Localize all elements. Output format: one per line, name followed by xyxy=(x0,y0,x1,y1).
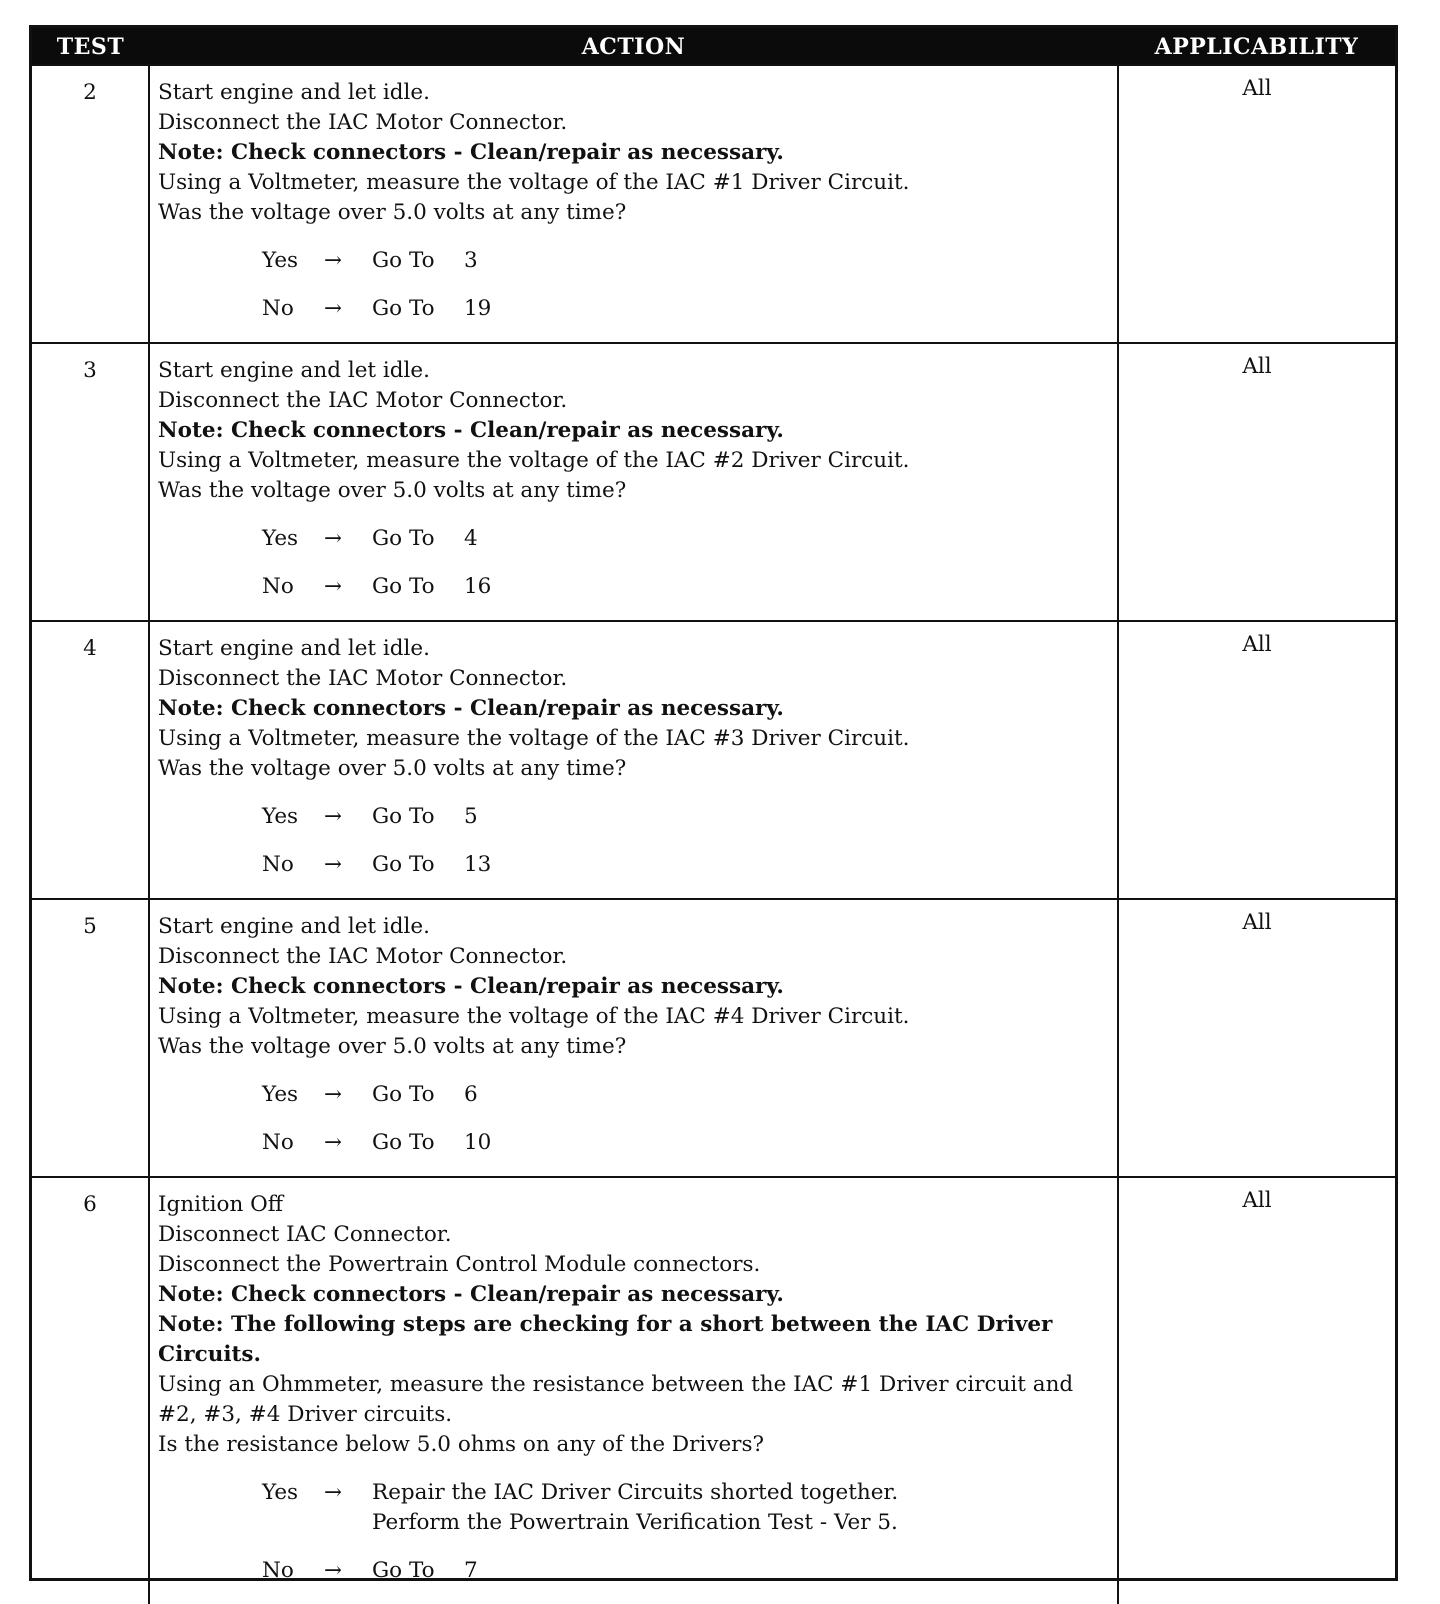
action-line: Start engine and let idle. xyxy=(158,358,430,383)
arrow-right-icon: → xyxy=(324,248,343,273)
goto-label: Go To xyxy=(372,296,435,321)
header-applicability: APPLICABILITY xyxy=(1118,28,1395,65)
diagnostic-table xyxy=(32,28,1395,1604)
goto-label: Go To xyxy=(372,1082,435,1107)
goto-target: 5 xyxy=(464,804,478,829)
goto-target: 4 xyxy=(464,526,478,551)
goto-target: 7 xyxy=(464,1558,478,1583)
arrow-right-icon: → xyxy=(324,804,343,829)
action-note: Note: Check connectors - Clean/repair as necessary. xyxy=(158,974,784,999)
applicability-cell: All xyxy=(1118,343,1395,621)
test-row xyxy=(32,1177,1395,1604)
branch-list xyxy=(158,246,1111,324)
branch-list xyxy=(158,1080,1111,1158)
goto-label: Go To xyxy=(372,804,435,829)
test-row xyxy=(32,343,1395,621)
action-question: Was the voltage over 5.0 volts at any time? xyxy=(158,1034,627,1059)
diagnostic-table-frame xyxy=(29,25,1398,1581)
action-question: Was the voltage over 5.0 volts at any time? xyxy=(158,756,627,781)
action-cell xyxy=(149,899,1118,1177)
arrow-right-icon: → xyxy=(324,852,343,877)
test-number: 4 xyxy=(32,621,149,899)
arrow-right-icon: → xyxy=(324,526,343,551)
applicability-cell: All xyxy=(1118,621,1395,899)
action-line: Disconnect IAC Connector. xyxy=(158,1222,452,1247)
action-cell xyxy=(149,343,1118,621)
branch-answer: No xyxy=(262,296,294,321)
action-question: Was the voltage over 5.0 volts at any time? xyxy=(158,200,627,225)
branch-no xyxy=(158,1128,1111,1158)
branch-yes xyxy=(158,246,1111,276)
branch-result xyxy=(372,1478,898,1538)
branch-list xyxy=(158,802,1111,880)
branch-list xyxy=(158,1478,1111,1586)
branch-answer: Yes xyxy=(262,1480,299,1505)
branch-answer: Yes xyxy=(262,248,299,273)
action-line: Using a Voltmeter, measure the voltage of the IAC #4 Driver Circuit. xyxy=(158,1004,910,1029)
goto-label: Go To xyxy=(372,852,435,877)
branch-answer: No xyxy=(262,1130,294,1155)
arrow-right-icon: → xyxy=(324,1082,343,1107)
branch-answer: No xyxy=(262,1558,294,1583)
action-line: Using a Voltmeter, measure the voltage of the IAC #3 Driver Circuit. xyxy=(158,726,910,751)
goto-target: 16 xyxy=(464,574,492,599)
header-test: TEST xyxy=(32,28,149,65)
arrow-right-icon: → xyxy=(324,1558,343,1583)
branch-no xyxy=(158,850,1111,880)
branch-answer: No xyxy=(262,574,294,599)
goto-target: 19 xyxy=(464,296,492,321)
header-action: ACTION xyxy=(149,28,1118,65)
action-note: Note: The following steps are checking for a short between the IAC Driver Circuits. xyxy=(158,1312,1053,1367)
goto-target: 13 xyxy=(464,852,492,877)
test-number: 6 xyxy=(32,1177,149,1604)
test-row xyxy=(32,899,1395,1177)
action-note: Note: Check connectors - Clean/repair as necessary. xyxy=(158,1282,784,1307)
branch-answer: Yes xyxy=(262,804,299,829)
action-line: Disconnect the IAC Motor Connector. xyxy=(158,666,568,691)
branch-no xyxy=(158,1556,1111,1586)
arrow-right-icon: → xyxy=(324,1130,343,1155)
goto-label: Go To xyxy=(372,1130,435,1155)
goto-label: Go To xyxy=(372,526,435,551)
branch-yes xyxy=(158,802,1111,832)
action-line: Disconnect the Powertrain Control Module connectors. xyxy=(158,1252,761,1277)
table-header-row xyxy=(32,28,1395,65)
goto-label: Go To xyxy=(372,1558,435,1583)
test-row xyxy=(32,65,1395,343)
branch-no xyxy=(158,572,1111,602)
goto-target: 6 xyxy=(464,1082,478,1107)
goto-target: 3 xyxy=(464,248,478,273)
action-note: Note: Check connectors - Clean/repair as necessary. xyxy=(158,418,784,443)
applicability-cell: All xyxy=(1118,899,1395,1177)
goto-label: Go To xyxy=(372,248,435,273)
action-line: Using an Ohmmeter, measure the resistance between the IAC #1 Driver circuit and #2, #3, #4 Driver circuits. xyxy=(158,1372,1074,1427)
action-note: Note: Check connectors - Clean/repair as necessary. xyxy=(158,140,784,165)
goto-label: Go To xyxy=(372,574,435,599)
action-line: Disconnect the IAC Motor Connector. xyxy=(158,110,568,135)
action-note: Note: Check connectors - Clean/repair as necessary. xyxy=(158,696,784,721)
action-line: Start engine and let idle. xyxy=(158,636,430,661)
test-number: 5 xyxy=(32,899,149,1177)
action-line: Using a Voltmeter, measure the voltage of the IAC #2 Driver Circuit. xyxy=(158,448,910,473)
arrow-right-icon: → xyxy=(324,1480,343,1505)
test-row xyxy=(32,621,1395,899)
branch-yes xyxy=(158,1080,1111,1110)
branch-answer: Yes xyxy=(262,526,299,551)
action-question: Is the resistance below 5.0 ohms on any of the Drivers? xyxy=(158,1432,765,1457)
action-cell xyxy=(149,65,1118,343)
action-line: Start engine and let idle. xyxy=(158,914,430,939)
branch-answer: Yes xyxy=(262,1082,299,1107)
test-number: 3 xyxy=(32,343,149,621)
branch-yes xyxy=(158,1478,1111,1538)
action-cell xyxy=(149,621,1118,899)
arrow-right-icon: → xyxy=(324,574,343,599)
test-number: 2 xyxy=(32,65,149,343)
goto-target: 10 xyxy=(464,1130,492,1155)
action-line: Start engine and let idle. xyxy=(158,80,430,105)
branch-no xyxy=(158,294,1111,324)
action-cell xyxy=(149,1177,1118,1604)
action-line: Ignition Off xyxy=(158,1192,284,1217)
action-line: Disconnect the IAC Motor Connector. xyxy=(158,388,568,413)
result-line: Perform the Powertrain Verification Test - Ver 5. xyxy=(372,1510,898,1535)
applicability-cell: All xyxy=(1118,65,1395,343)
branch-yes xyxy=(158,524,1111,554)
branch-list xyxy=(158,524,1111,602)
action-line: Using a Voltmeter, measure the voltage of the IAC #1 Driver Circuit. xyxy=(158,170,910,195)
arrow-right-icon: → xyxy=(324,296,343,321)
applicability-cell: All xyxy=(1118,1177,1395,1604)
result-line: Repair the IAC Driver Circuits shorted together. xyxy=(372,1480,899,1505)
action-line: Disconnect the IAC Motor Connector. xyxy=(158,944,568,969)
branch-answer: No xyxy=(262,852,294,877)
action-question: Was the voltage over 5.0 volts at any time? xyxy=(158,478,627,503)
